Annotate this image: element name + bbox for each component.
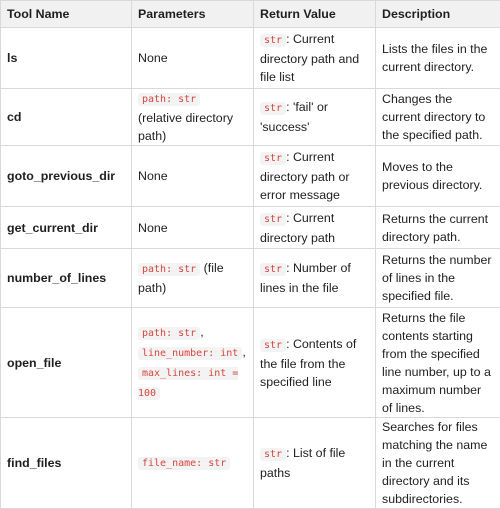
code-span: str	[260, 213, 286, 226]
cell-return-value	[254, 146, 376, 207]
table-row	[1, 418, 500, 509]
text-span: None	[138, 220, 168, 235]
cell-description: Moves to the previous directory.	[376, 146, 500, 207]
table-row	[1, 28, 500, 89]
table-row	[1, 207, 500, 249]
cell-parameters	[132, 146, 254, 207]
text-span: : List of file paths	[260, 446, 346, 480]
cell-return-value	[254, 249, 376, 308]
code-span: str	[260, 448, 286, 461]
code-span: str	[260, 34, 286, 47]
text-span: : Current directory path and file list	[260, 32, 360, 84]
code-span: path: str	[138, 327, 200, 340]
cell-return-value	[254, 308, 376, 418]
cell-tool-name: find_files	[1, 418, 132, 509]
text-span: : Number of lines in the file	[260, 261, 351, 295]
cell-description: Lists the files in the current directory.	[376, 28, 500, 89]
code-span: path: str	[138, 263, 200, 276]
code-span: str	[260, 339, 286, 352]
text-span: None	[138, 51, 168, 65]
header-parameters: Parameters	[132, 1, 254, 28]
text-span: ,	[200, 324, 204, 339]
code-span: str	[260, 102, 286, 115]
code-span: line_number: int	[138, 347, 242, 360]
code-span: path: str	[138, 93, 200, 106]
text-span: (relative directory path)	[138, 111, 234, 143]
cell-tool-name: get_current_dir	[1, 207, 132, 249]
table-row	[1, 249, 500, 308]
cell-parameters	[132, 418, 254, 509]
cell-parameters	[132, 308, 254, 418]
cell-description: Returns the current directory path.	[376, 207, 500, 249]
code-span: str	[260, 263, 286, 276]
header-row	[1, 1, 500, 28]
text-span: : Current directory path	[260, 210, 336, 245]
text-span: : 'fail' or 'success'	[260, 100, 328, 134]
cell-description: Returns the number of lines in the specified file.	[376, 249, 500, 308]
header-return-value: Return Value	[254, 1, 376, 28]
text-span: : Current directory path or error message	[260, 150, 350, 202]
cell-parameters	[132, 207, 254, 249]
cell-parameters	[132, 249, 254, 308]
cell-tool-name: number_of_lines	[1, 249, 132, 308]
code-span: max_lines: int = 100	[138, 367, 239, 399]
table-row	[1, 146, 500, 207]
cell-return-value	[254, 28, 376, 89]
cell-return-value	[254, 418, 376, 509]
text-span: : Contents of the file from the specified line	[260, 336, 357, 389]
text-span: (file path)	[138, 261, 224, 295]
cell-tool-name: open_file	[1, 308, 132, 418]
cell-parameters	[132, 89, 254, 146]
code-span: str	[260, 152, 286, 165]
table-row	[1, 89, 500, 146]
cell-tool-name: cd	[1, 89, 132, 146]
cell-description: Returns the file contents starting from the specified line number, up to a maximum number of lines.	[376, 308, 500, 418]
header-description: Description	[376, 1, 500, 28]
cell-tool-name: ls	[1, 28, 132, 89]
table-body	[1, 28, 500, 509]
cell-return-value	[254, 89, 376, 146]
header-tool-name: Tool Name	[1, 1, 132, 28]
cell-tool-name: goto_previous_dir	[1, 146, 132, 207]
text-span: None	[138, 169, 168, 183]
cell-return-value	[254, 207, 376, 249]
text-span: ,	[242, 344, 246, 359]
code-span: file_name: str	[138, 457, 230, 470]
table-row	[1, 308, 500, 418]
cell-description: Searches for files matching the name in the current directory and its subdirectories.	[376, 418, 500, 509]
cell-description: Changes the current directory to the specified path.	[376, 89, 500, 146]
cell-parameters	[132, 28, 254, 89]
